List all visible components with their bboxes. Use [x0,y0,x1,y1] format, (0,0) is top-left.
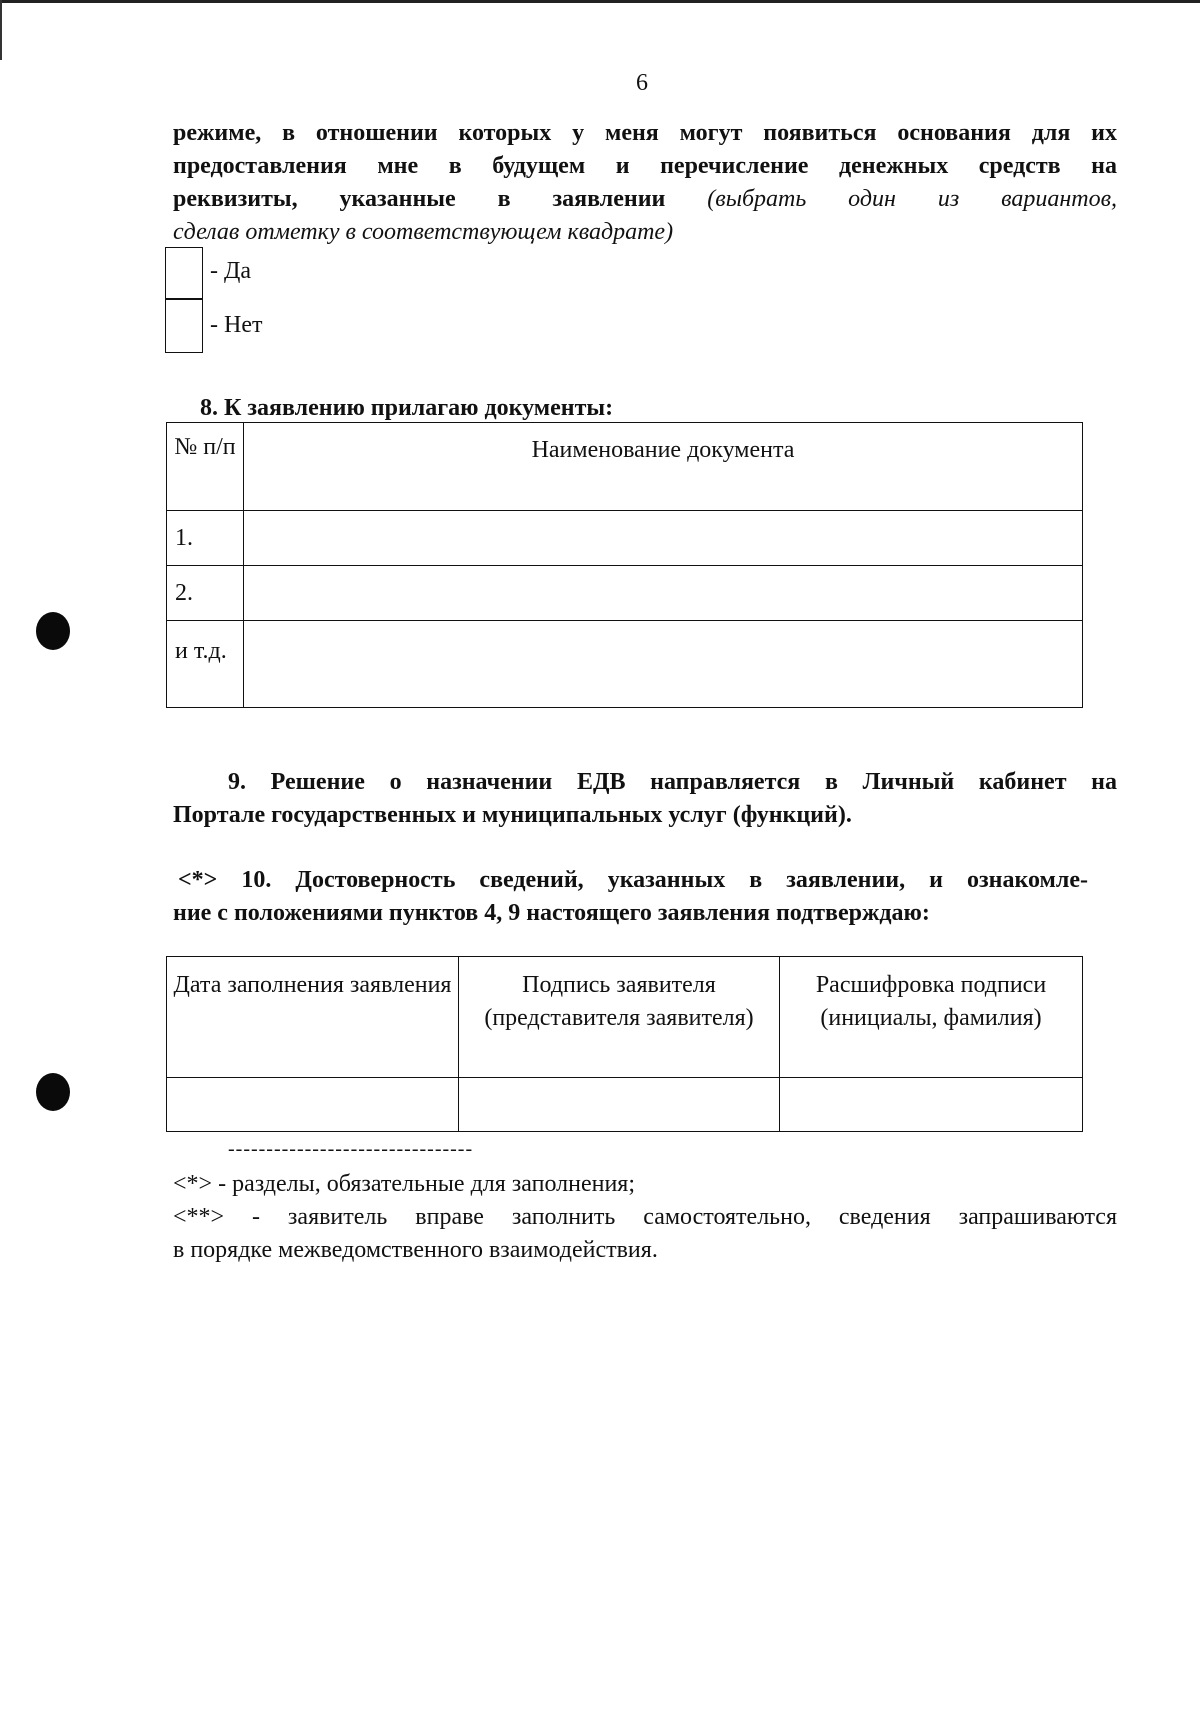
footnote-2-line-2: в порядке межведомственного взаимодействия. [173,1237,658,1263]
signature-decoding-cell[interactable] [780,1078,1083,1132]
documents-table [166,422,1083,708]
intro-line-1: режиме, в отношении которых у меня могут появиться основания для их [173,120,1117,146]
header-doc-name-label: Наименование документа [531,437,795,463]
section-8-title: 8. К заявлению прилагаю документы: [200,395,614,421]
intro-line-4: сделав отметку в соответствующем квадрате) [173,219,674,245]
intro-line-3 [173,183,1117,216]
checkbox-yes[interactable] [165,247,203,299]
date-cell[interactable] [167,1078,459,1132]
table-row [167,566,1083,621]
footnote-separator: -------------------------------- [228,1138,474,1160]
section-9-line-2: Портале государственных и муниципальных услуг (функций). [173,802,852,828]
row-3-num: и т.д. [167,621,244,708]
section-10-line-2: ние с положениями пунктов 4, 9 настоящего заявления подтверждаю: [173,900,930,926]
row-2-num: 2. [167,566,244,621]
header-num [167,423,244,511]
intro-line-2: предоставления мне в будущем и перечисление денежных средств на [173,153,1117,179]
punch-hole-upper [36,612,70,650]
intro-line-3-italic: (выбрать один из вариантов, [707,186,1118,212]
table-row [167,511,1083,566]
header-doc-name [244,423,1083,511]
row-2-doc-name[interactable] [244,566,1083,621]
header-date: Дата заполнения заявления [167,957,459,1078]
scan-edge-left [0,0,2,60]
header-signature: Подпись заявителя (представителя заявителя) [459,957,780,1078]
checkbox-yes-label: - Да [210,258,252,284]
signature-cell[interactable] [459,1078,780,1132]
table-row [167,1078,1083,1132]
signature-table [166,956,1083,1132]
section-10-line-1: <*> 10. Достоверность сведений, указанных в заявлении, и ознакомле- [178,867,1088,893]
footnote-2-line-1: <**> - заявитель вправе заполнить самостоятельно, сведения запрашиваются [173,1204,1117,1230]
checkbox-no[interactable] [165,299,203,353]
section-9-line-1: 9. Решение о назначении ЕДВ направляется в Личный кабинет на [228,769,1117,795]
header-signature-decoding: Расшифровка подписи (инициалы, фамилия) [780,957,1083,1078]
row-3-doc-name[interactable] [244,621,1083,708]
documents-table-header [167,423,1083,511]
header-num-label: № п/п [174,434,236,460]
signature-table-header [167,957,1083,1078]
scan-edge-top [0,0,1200,3]
page-number: 6 [636,70,648,96]
row-1-num: 1. [167,511,244,566]
punch-hole-lower [36,1073,70,1111]
row-1-doc-name[interactable] [244,511,1083,566]
intro-line-3-bold: реквизиты, указанные в заявлении [173,186,666,212]
checkbox-no-label: - Нет [210,312,263,338]
table-row [167,621,1083,708]
footnote-1: <*> - разделы, обязательные для заполнения; [173,1171,636,1197]
